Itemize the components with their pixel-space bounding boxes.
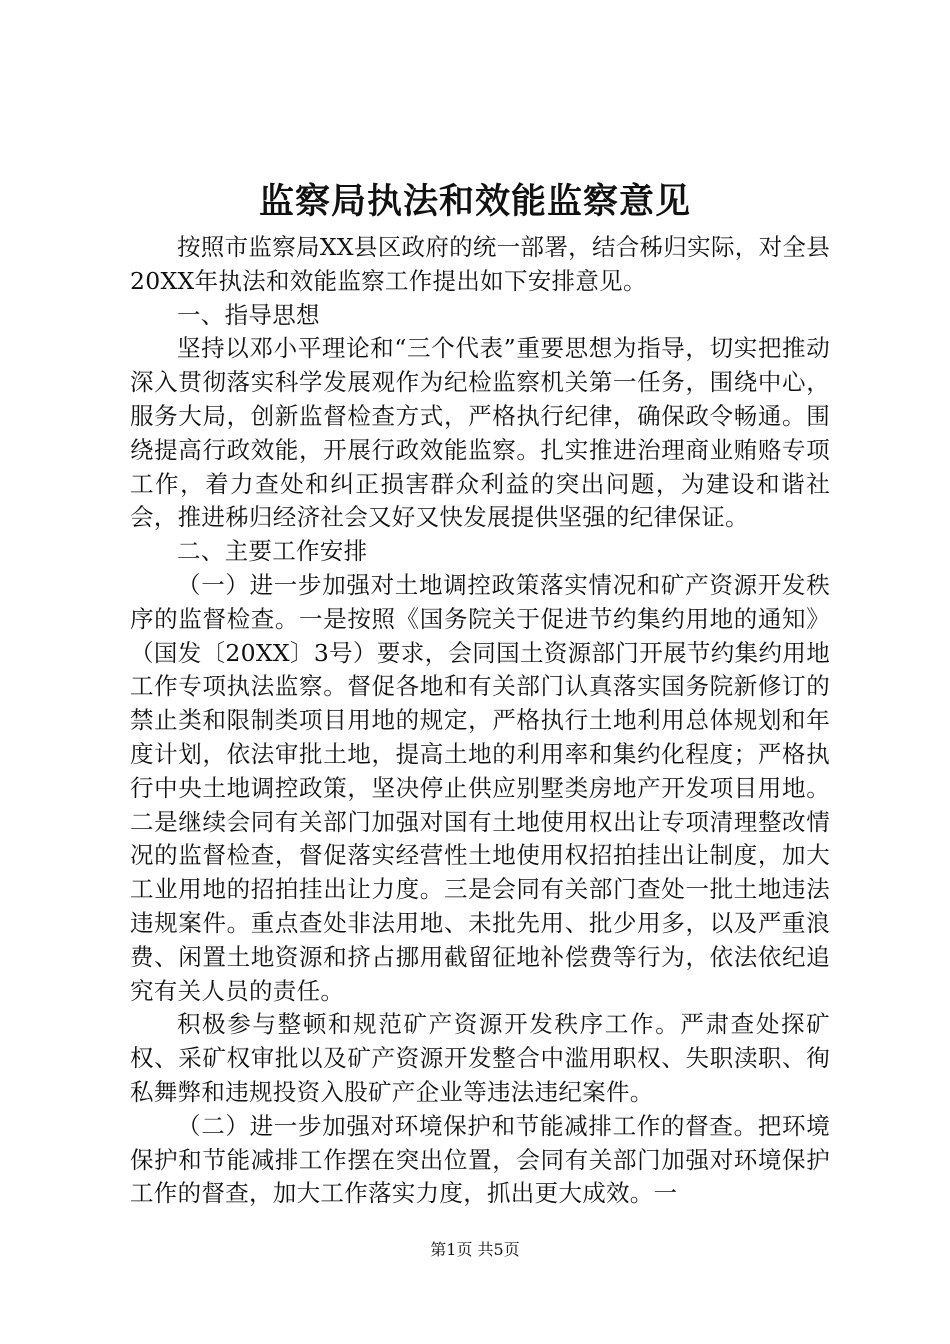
document-body bbox=[130, 231, 830, 1211]
document-title: 监察局执法和效能监察意见 bbox=[258, 181, 691, 222]
section-heading-main-tasks: 二、主要工作安排 bbox=[177, 537, 368, 566]
guiding-ideology-paragraph: 坚持以邓小平理论和“三个代表”重要思想为指导，切实把推动深入贯彻落实科学发展观作为纪检监察机关第一任务，围绕中心，服务大局，创新监督检查方式，严格执行纪律，确保政令畅通。围绕提高行政效能，开展行政效能监察。扎实推进治理商业贿赂专项工作，着力查处和纠正损害群众利益的突出问题，为建设和谐社会，推进秭归经济社会又好又快发展提供坚强的纪律保证。 bbox=[130, 334, 830, 532]
task-one-paragraph: （一）进一步加强对土地调控政策落实情况和矿产资源开发秩序的监督检查。一是按照《国务院关于促进节约集约用地的通知》（国发〔20XX〕3号）要求，会同国土资源部门开展节约集约用地工作专项执法监察。督促各地和有关部门认真落实国务院新修订的禁止类和限制类项目用地的规定，严格执行土地利用总体规划和年度计划，依法审批土地，提高土地的利用率和集约化程度；严格执行中央土地调控政策，坚决停止供应别墅类房地产开发项目用地。二是继续会同有关部门加强对国有土地使用权出让专项清理整改情况的监督检查，督促落实经营性土地使用权招拍挂出让制度，加大工业用地的招拍挂出让力度。三是会同有关部门查处一批土地违法违规案件。重点查处非法用地、未批先用、批少用多，以及严重浪费、闲置土地资源和挤占挪用截留征地补偿费等行为，依法依纪追究有关人员的责任。 bbox=[130, 570, 830, 1005]
task-two-paragraph: （二）进一步加强对环境保护和节能减排工作的督查。把环境保护和节能减排工作摆在突出位置，会同有关部门加强对环境保护工作的督查，加大工作落实力度，抓出更大成效。一 bbox=[130, 1111, 830, 1208]
mineral-resources-paragraph: 积极参与整顿和规范矿产资源开发秩序工作。严肃查处探矿权、采矿权审批以及矿产资源开发整合中滥用职权、失职渎职、徇私舞弊和违规投资入股矿产企业等违法违纪案件。 bbox=[130, 1010, 830, 1106]
intro-paragraph: 按照市监察局XX县区政府的统一部署，结合秭归实际，对全县20XX年执法和效能监察工作提出如下安排意见。 bbox=[130, 233, 830, 295]
page-footer: 第1页 共5页 bbox=[430, 1240, 520, 1259]
section-heading-guiding-ideology: 一、指导思想 bbox=[177, 300, 320, 329]
